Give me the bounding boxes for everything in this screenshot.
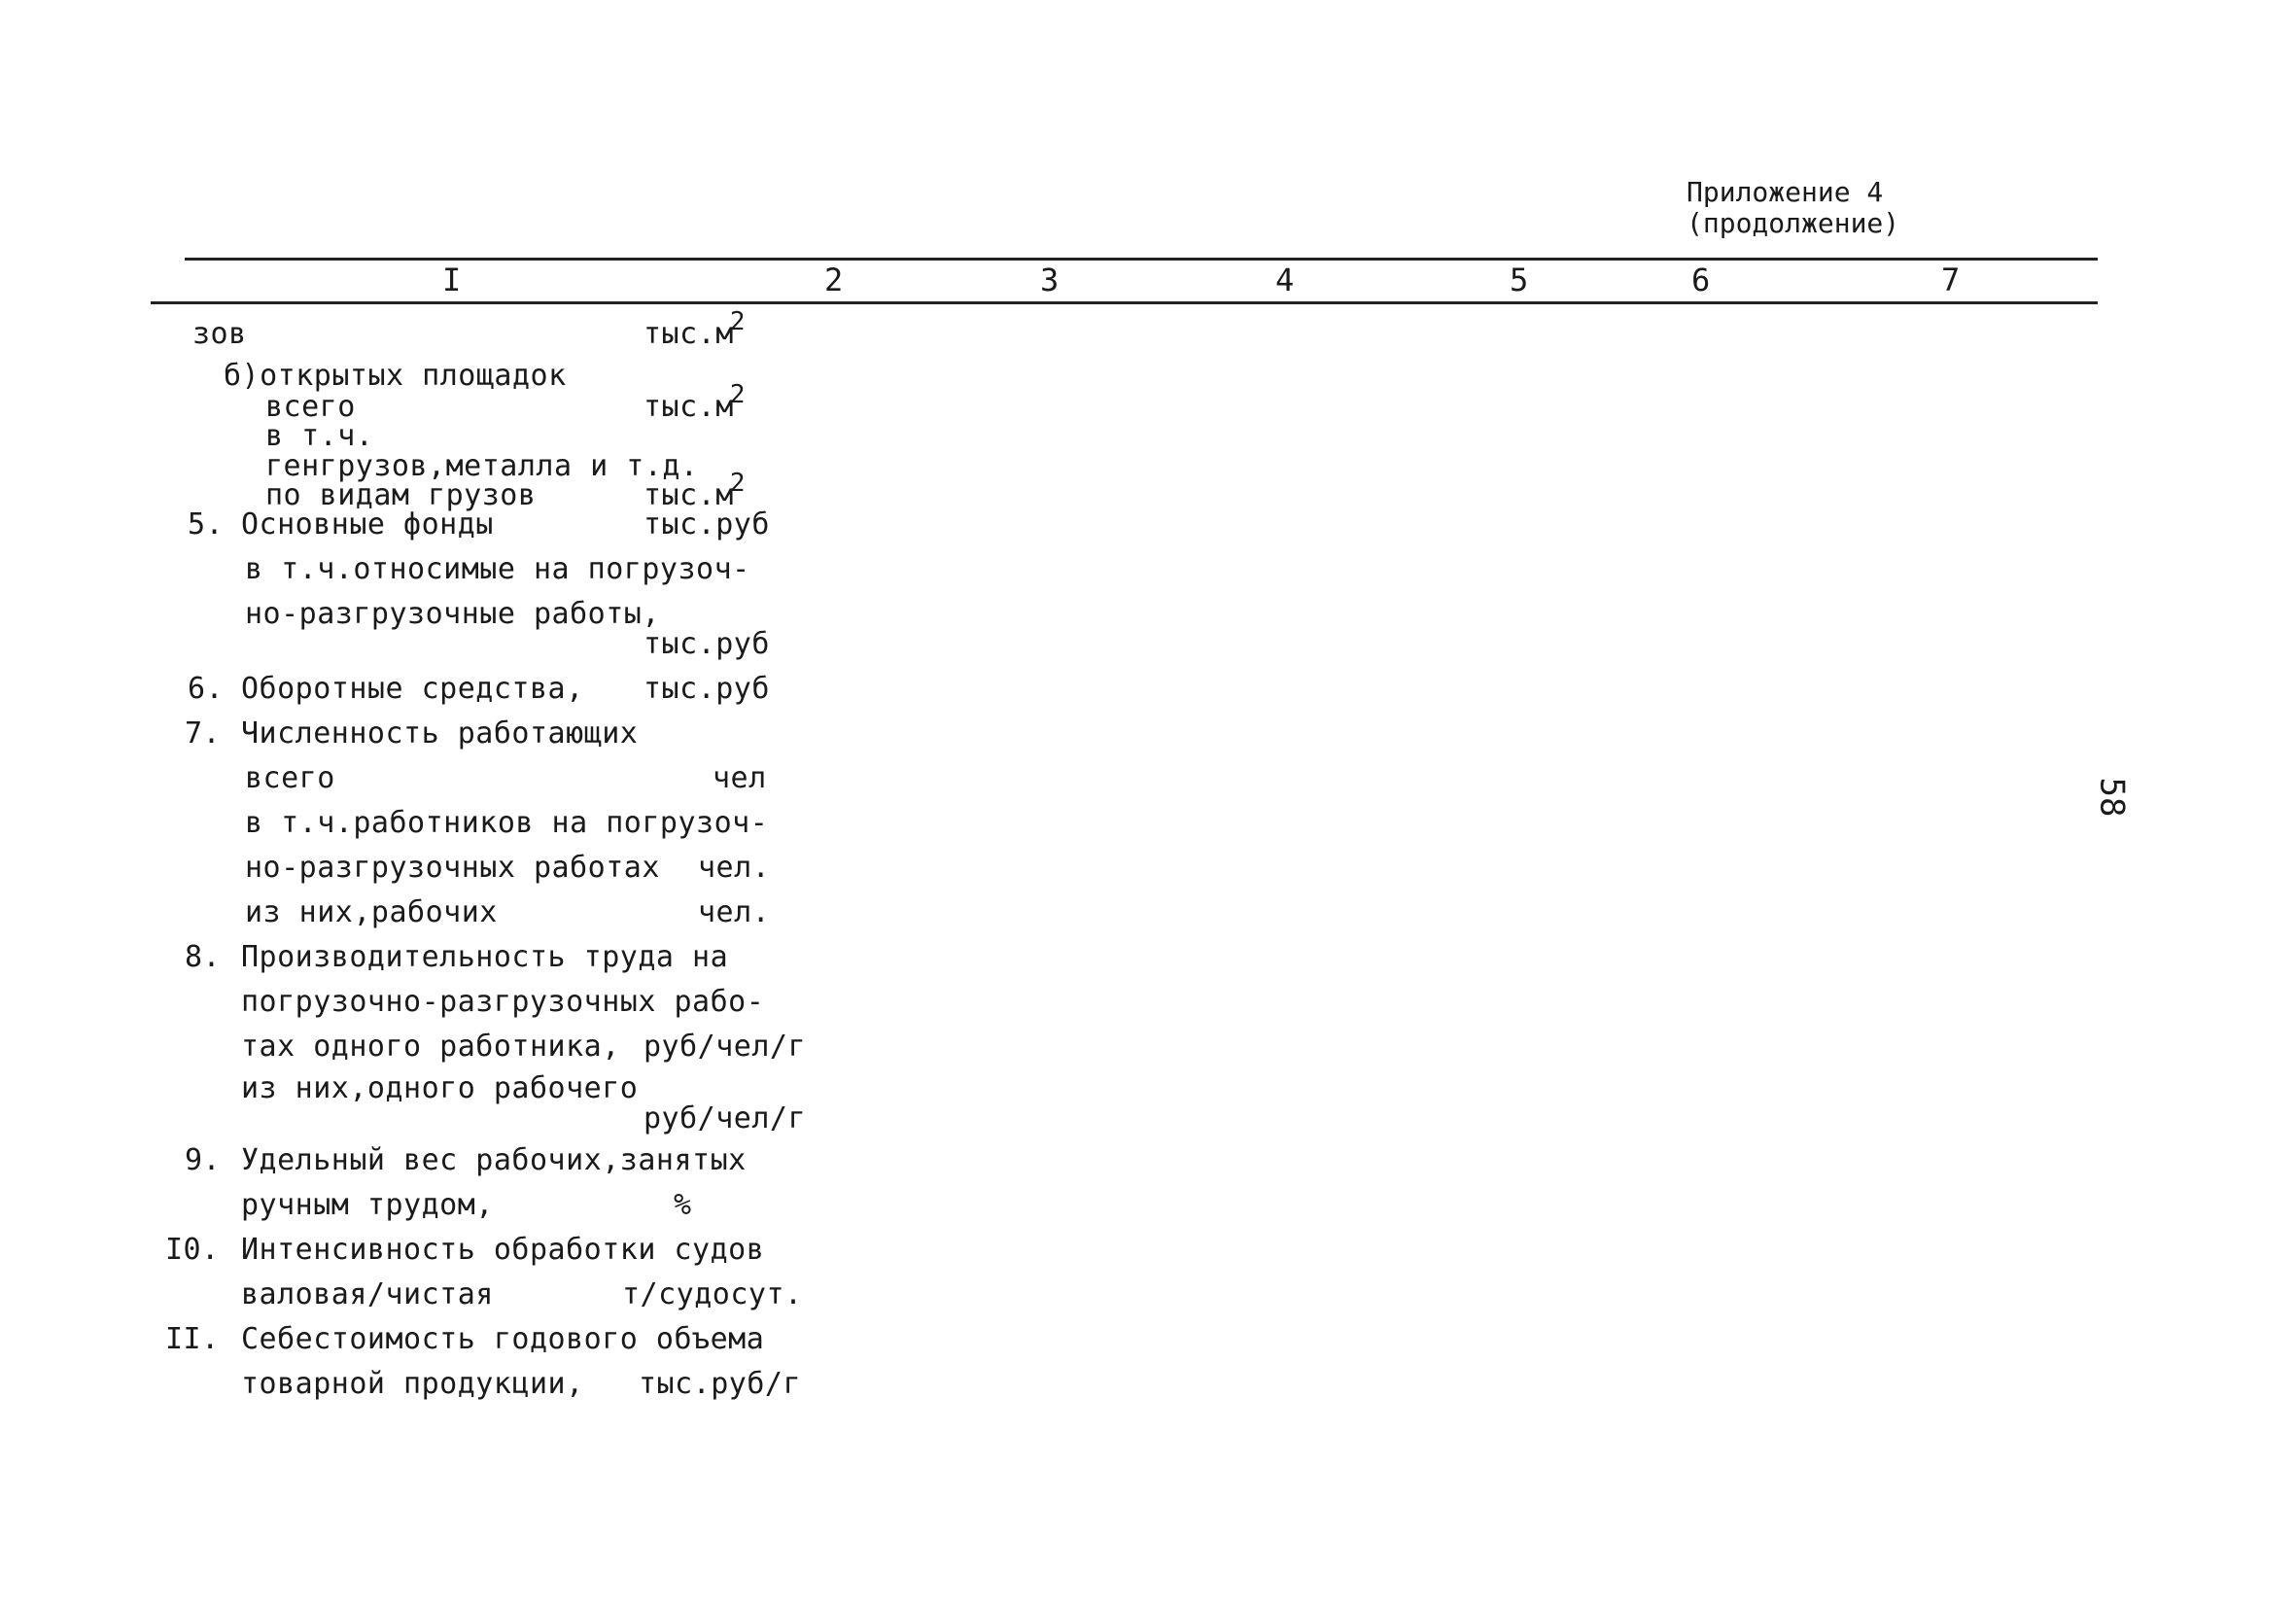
row-text: в т.ч.относимые на погрузоч- xyxy=(245,552,750,586)
row-unit: чел xyxy=(713,761,767,795)
row-text: из них,рабочих xyxy=(245,895,498,929)
column-number-6: 6 xyxy=(1691,262,1711,298)
row-number: 7. xyxy=(185,716,222,751)
column-number-1: I xyxy=(442,262,462,298)
row-number: 5. xyxy=(188,507,225,541)
table-header-bottom-rule xyxy=(151,301,2098,304)
row-text: но-разгрузочных работах xyxy=(245,851,660,885)
row-text: по видам грузов xyxy=(265,478,537,512)
row-text: тах одного работника, xyxy=(241,1030,620,1064)
row-text: Основные фонды xyxy=(241,507,494,541)
page-number: 58 xyxy=(2092,777,2132,818)
row-text: Оборотные средства, xyxy=(241,672,584,706)
table-top-rule xyxy=(185,258,2098,261)
row-text: б)открытых площадок xyxy=(224,359,567,393)
row-text: ручным трудом, xyxy=(241,1188,494,1222)
column-number-5: 5 xyxy=(1510,262,1529,298)
row-text: погрузочно-разгрузочных рабо- xyxy=(241,985,765,1019)
column-number-4: 4 xyxy=(1275,262,1295,298)
column-number-2: 2 xyxy=(824,262,844,298)
row-unit: тыс.руб/г xyxy=(639,1367,802,1401)
row-unit: % xyxy=(674,1188,692,1222)
row-text: зов xyxy=(192,317,247,351)
row-unit-superscript: 2 xyxy=(729,469,746,498)
row-unit: руб/чел/г xyxy=(644,1030,807,1064)
row-unit: чел. xyxy=(698,851,771,885)
row-text: товарной продукции, xyxy=(241,1367,584,1401)
row-number: 6. xyxy=(188,672,225,706)
row-text: Численность работающих xyxy=(241,716,639,751)
row-text: валовая/чистая xyxy=(241,1277,494,1311)
row-text: но-разгрузочные работы, xyxy=(245,597,660,631)
row-text: Удельный вес рабочих,занятых xyxy=(241,1143,747,1177)
row-unit-superscript: 2 xyxy=(729,380,746,409)
row-unit xyxy=(644,380,746,425)
row-unit: тыс.руб xyxy=(644,627,770,661)
row-unit: чел. xyxy=(698,895,771,929)
row-text: в т.ч.работников на погрузоч- xyxy=(245,806,769,840)
row-text: всего xyxy=(245,761,335,795)
row-unit-label: тыс.м xyxy=(644,390,734,424)
row-unit: тыс.руб xyxy=(644,672,770,706)
column-number-7: 7 xyxy=(1941,262,1961,298)
appendix-title: Приложение 4 xyxy=(1687,176,1884,208)
row-text: всего xyxy=(265,390,356,424)
appendix-note: (продолжение) xyxy=(1687,207,1900,239)
row-number: 8. xyxy=(185,940,222,974)
row-number: 9. xyxy=(185,1143,222,1177)
row-unit-superscript: 2 xyxy=(729,307,746,336)
row-text: в т.ч. xyxy=(265,419,374,453)
row-text: генгрузов,металла и т.д. xyxy=(265,449,699,483)
row-unit: руб/чел/г xyxy=(644,1101,807,1135)
row-number: I0. xyxy=(165,1233,220,1267)
row-text: Производительность труда на xyxy=(241,940,729,974)
column-number-3: 3 xyxy=(1040,262,1060,298)
row-unit xyxy=(644,307,746,352)
row-text: Себестоимость годового объема xyxy=(241,1322,765,1356)
row-unit-label: тыс.м xyxy=(644,317,734,351)
row-unit: т/судосут. xyxy=(622,1277,803,1311)
row-unit: тыс.руб xyxy=(644,507,770,541)
row-number: II. xyxy=(165,1322,220,1356)
row-unit-label: тыс.м xyxy=(644,478,734,512)
row-text: из них,одного рабочего xyxy=(241,1071,639,1105)
row-text: Интенсивность обработки судов xyxy=(241,1233,765,1267)
